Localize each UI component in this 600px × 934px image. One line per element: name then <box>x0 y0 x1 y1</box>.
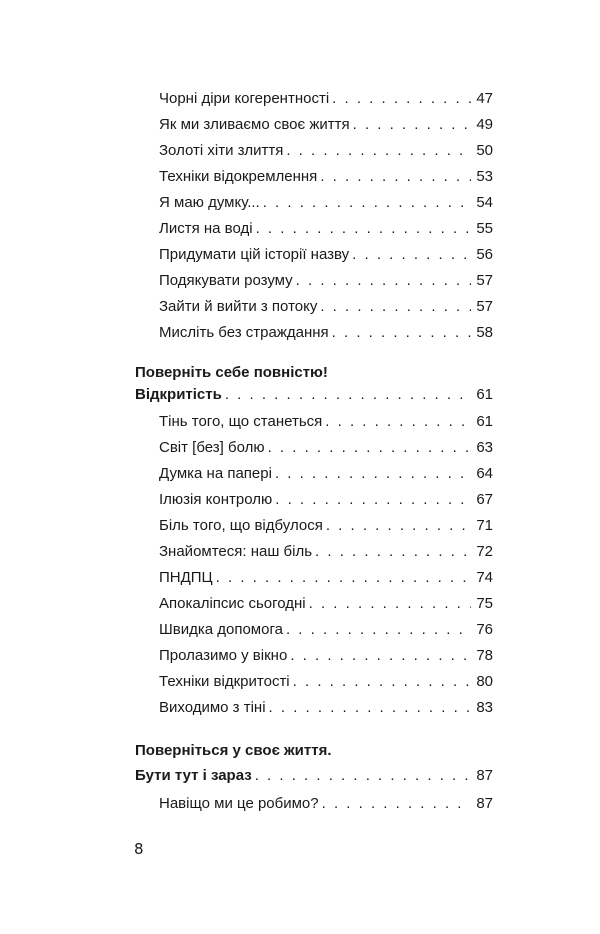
toc-entry <box>159 324 493 346</box>
dot-leader <box>268 439 471 457</box>
dot-leader <box>325 413 471 431</box>
toc-entry <box>159 272 493 294</box>
toc-entry-title: Навіщо ми це робимо? <box>159 795 319 812</box>
section-entry-page: 61 <box>476 386 493 403</box>
toc-entry-title: Пролазимо у вікно <box>159 647 288 664</box>
section-heading: Поверніть себе повністю! <box>135 364 328 381</box>
dot-leader <box>275 491 471 509</box>
toc-entry-page: 55 <box>476 220 493 237</box>
toc-entry-title: Зайти й вийти з потоку <box>159 298 318 315</box>
toc-entry-page: 75 <box>476 595 493 612</box>
dot-leader <box>275 465 471 483</box>
page-number: 8 <box>134 840 144 858</box>
dot-leader <box>263 194 471 212</box>
toc-entry <box>159 465 493 487</box>
toc-entry <box>159 116 493 138</box>
toc-entry <box>159 543 493 565</box>
toc-entry-title: Швидка допомога <box>159 621 283 638</box>
toc-entry <box>159 491 493 513</box>
toc-entry <box>159 569 493 591</box>
dot-leader <box>326 517 471 535</box>
toc-entry-title: Придумати цій історії назву <box>159 246 350 263</box>
dot-leader <box>225 386 471 404</box>
toc-entry-page: 58 <box>476 324 493 341</box>
toc-entry <box>159 246 493 268</box>
toc-entry <box>159 90 493 112</box>
toc-entry-page: 74 <box>476 569 493 586</box>
toc-entry-page: 64 <box>476 465 493 482</box>
toc-entry-title: Чорні діри когерентності <box>159 90 330 107</box>
dot-leader <box>320 168 471 186</box>
dot-leader <box>322 795 471 813</box>
dot-leader <box>216 569 471 587</box>
dot-leader <box>286 621 471 639</box>
toc-entry-page: 71 <box>476 517 493 534</box>
dot-leader <box>290 647 471 665</box>
dot-leader <box>352 246 471 264</box>
dot-leader <box>309 595 471 613</box>
toc-entry-title: Листя на воді <box>159 220 253 237</box>
dot-leader <box>332 90 471 108</box>
dot-leader <box>332 324 471 342</box>
toc-entry-page: 63 <box>476 439 493 456</box>
toc-entry <box>159 439 493 461</box>
dot-leader <box>293 673 471 691</box>
toc-entry-page: 67 <box>476 491 493 508</box>
toc-entry-page: 54 <box>476 194 493 211</box>
toc-entry-title: Думка на папері <box>159 465 272 482</box>
toc-entry-title: Апокаліпсис сьогодні <box>159 595 306 612</box>
toc-entry <box>159 142 493 164</box>
toc-entry-page: 47 <box>476 90 493 107</box>
toc-entry-title: ПНДПЦ <box>159 569 213 586</box>
toc-entry <box>159 795 493 817</box>
dot-leader <box>269 699 471 717</box>
toc-entry-title: Золоті хіти злиття <box>159 142 284 159</box>
toc-entry <box>159 168 493 190</box>
toc-entry-page: 53 <box>476 168 493 185</box>
toc-entry-page: 56 <box>476 246 493 263</box>
toc-entry <box>159 699 493 721</box>
toc-entry-title: Виходимо з тіні <box>159 699 266 716</box>
toc-entry <box>159 621 493 643</box>
toc-entry-page: 80 <box>476 673 493 690</box>
toc-entry <box>159 673 493 695</box>
toc-entry <box>159 220 493 242</box>
toc-entry-page: 61 <box>476 413 493 430</box>
toc-entry-title: Знайомтеся: наш біль <box>159 543 313 560</box>
toc-entry-title: Біль того, що відбулося <box>159 517 323 534</box>
toc-entry-title: Світ [без] болю <box>159 439 265 456</box>
toc-entry-page: 78 <box>476 647 493 664</box>
dot-leader <box>286 142 471 160</box>
toc-entry-title: Я маю думку... <box>159 194 260 211</box>
toc-entry <box>159 647 493 669</box>
section-heading: Поверніться у своє життя. <box>135 742 332 759</box>
dot-leader <box>315 543 471 561</box>
toc-entry-title: Техніки відкритості <box>159 673 290 690</box>
toc-entry-title: Як ми зливаємо своє життя <box>159 116 350 133</box>
toc-entry-title: Техніки відокремлення <box>159 168 318 185</box>
toc-entry-page: 76 <box>476 621 493 638</box>
toc-entry-page: 57 <box>476 298 493 315</box>
toc-entry-page: 49 <box>476 116 493 133</box>
dot-leader <box>256 220 471 238</box>
section-entry-page: 87 <box>476 767 493 784</box>
toc-entry-page: 72 <box>476 543 493 560</box>
toc-entry-page: 87 <box>476 795 493 812</box>
toc-entry-title: Мисліть без страждання <box>159 324 329 341</box>
toc-entry <box>159 517 493 539</box>
section-entry <box>135 767 493 789</box>
section-entry <box>135 386 493 408</box>
section-entry-title: Відкритість <box>135 386 222 403</box>
dot-leader <box>320 298 471 316</box>
toc-entry-title: Подякувати розуму <box>159 272 293 289</box>
toc-entry-page: 50 <box>476 142 493 159</box>
toc-entry <box>159 595 493 617</box>
toc-entry-title: Тінь того, що станеться <box>159 413 323 430</box>
toc-entry <box>159 413 493 435</box>
section-entry-title: Бути тут і зараз <box>135 767 252 784</box>
toc-entry-title: Ілюзія контролю <box>159 491 273 508</box>
toc-entry-page: 83 <box>476 699 493 716</box>
toc-entry <box>159 194 493 216</box>
dot-leader <box>296 272 471 290</box>
dot-leader <box>353 116 471 134</box>
dot-leader <box>255 767 471 785</box>
toc-entry <box>159 298 493 320</box>
toc-entry-page: 57 <box>476 272 493 289</box>
